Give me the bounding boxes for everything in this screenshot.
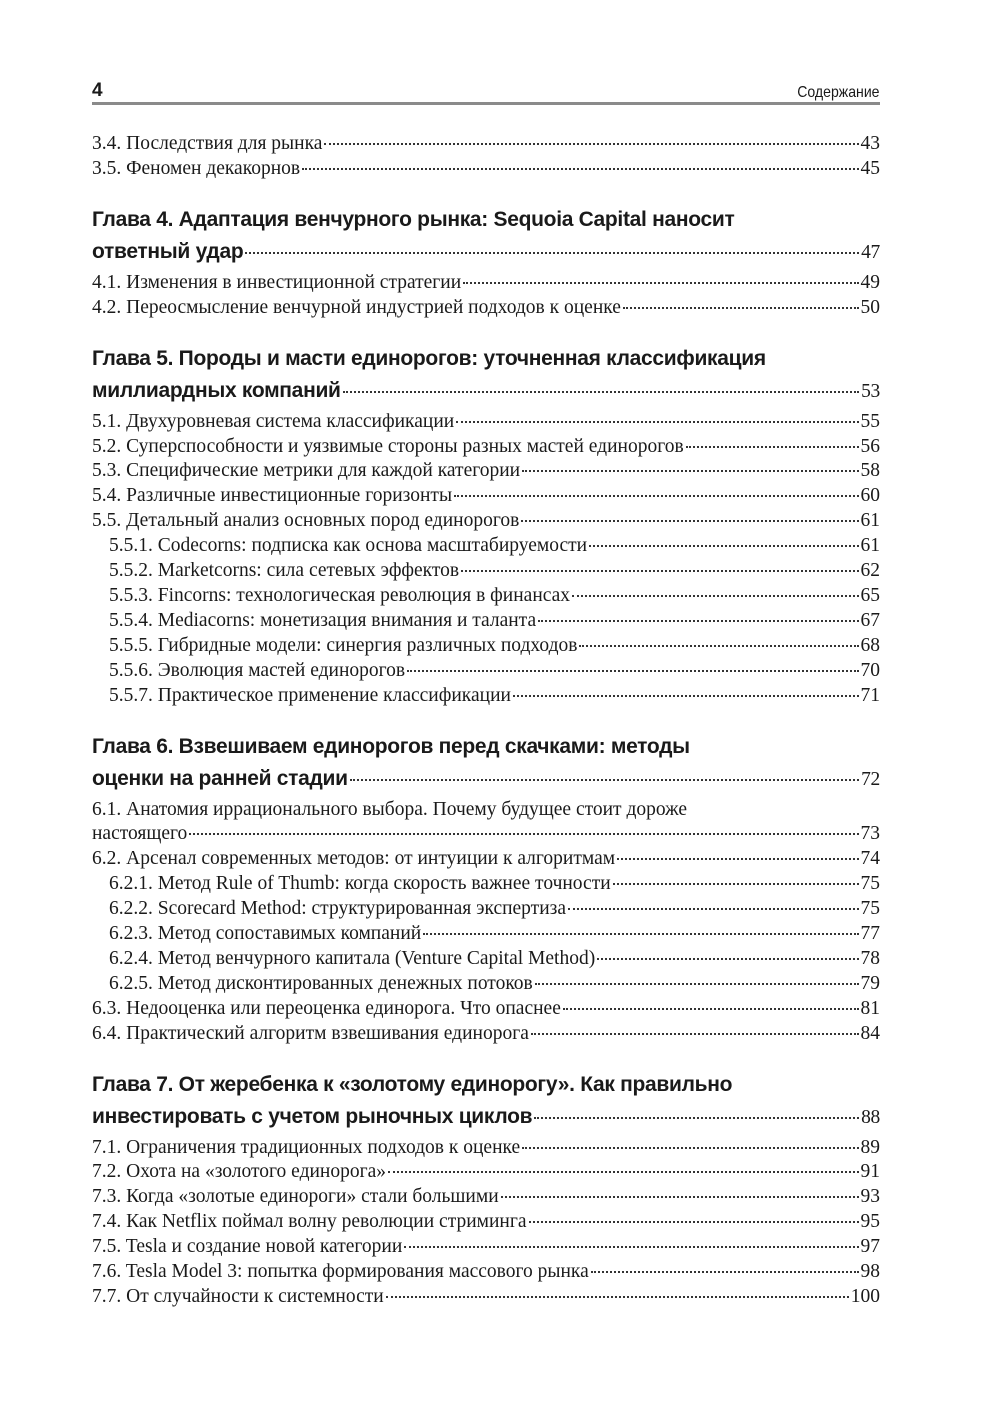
entry-title: 5.4. Различные инвестиционные горизонты (92, 485, 453, 507)
toc-entry (92, 798, 880, 848)
entry-title: 6.4. Практический алгоритм взвешивания единорога (92, 1022, 529, 1044)
entry-title: 6.2. Арсенал современных методов: от интуиции к алгоритмам (92, 848, 616, 870)
toc-entry-row (92, 296, 880, 321)
entry-page-number: 70 (860, 659, 880, 681)
entry-page-number: 91 (860, 1161, 880, 1183)
table-of-contents (92, 132, 880, 1310)
toc-entry-row (92, 410, 880, 435)
toc-entry-row (92, 634, 880, 659)
toc-entry-row (92, 1260, 880, 1285)
entry-page-number: 61 (860, 535, 880, 557)
dot-leader (404, 1246, 858, 1248)
toc-entry-row (92, 132, 880, 157)
entry-page-number: 74 (860, 848, 880, 870)
entry-title: 6.2.3. Метод сопоставимых компаний (109, 923, 422, 945)
entry-page-number: 61 (860, 510, 880, 532)
dot-leader (535, 983, 859, 985)
dot-leader (589, 545, 858, 547)
dot-leader (572, 595, 858, 597)
entry-page-number: 88 (861, 1106, 880, 1128)
entry-title: 5.5.4. Mediacorns: монетизация внимания и таланта (109, 609, 537, 631)
dot-leader (456, 421, 858, 423)
entry-page-number: 81 (860, 997, 880, 1019)
toc-entry-row (92, 1235, 880, 1260)
entry-page-number: 100 (850, 1286, 880, 1307)
entry-title: 5.3. Специфические метрики для каждой категории (92, 460, 521, 482)
toc-entry-row (92, 534, 880, 559)
entry-page-number: 60 (860, 485, 880, 507)
dot-leader (454, 495, 858, 497)
entry-title: 5.5.5. Гибридные модели: синергия различных подходов (109, 634, 578, 656)
entry-title: настоящего (92, 823, 188, 845)
entry-title: 3.5. Феномен декакорнов (92, 157, 301, 179)
entry-title: 5.5.3. Fincorns: технологическая революция в финансах (109, 584, 571, 606)
dot-leader (617, 858, 858, 860)
dot-leader (386, 1296, 849, 1298)
entry-title: 6.2.1. Метод Rule of Thumb: когда скорость важнее точности (109, 873, 611, 895)
header-rule (92, 102, 880, 105)
toc-entry-row (92, 897, 880, 922)
dot-leader (521, 520, 858, 522)
entry-page-number: 62 (860, 560, 880, 582)
dot-leader (350, 779, 859, 781)
dot-leader (522, 1147, 858, 1149)
dot-leader (513, 695, 859, 697)
dot-leader (563, 1008, 859, 1010)
entry-page-number: 47 (861, 241, 880, 263)
dot-leader (423, 933, 858, 935)
toc-entry-row (92, 1160, 880, 1185)
entry-page-number: 50 (860, 296, 880, 318)
toc-entry-row (92, 584, 880, 609)
entry-title: 7.1. Ограничения традиционных подходов к оценке (92, 1136, 521, 1158)
dot-leader (613, 883, 859, 885)
dot-leader (579, 645, 858, 647)
entry-page-number: 65 (860, 584, 880, 606)
entry-title: 5.5.1. Codecorns: подписка как основа масштабируемости (109, 535, 588, 557)
entry-page-number: 71 (860, 684, 880, 706)
toc-entry-row (92, 236, 880, 269)
entry-page-number: 67 (860, 609, 880, 631)
toc-entry-row (92, 1285, 880, 1310)
entry-page-number: 53 (861, 380, 880, 402)
dot-leader (189, 833, 858, 835)
entry-title: 7.5. Tesla и создание новой категории (92, 1236, 403, 1258)
entry-title: 7.2. Охота на «золотого единорога» (92, 1161, 387, 1183)
running-header (92, 72, 880, 102)
entry-page-number: 43 (860, 133, 880, 154)
dot-leader (568, 908, 859, 910)
dot-leader (686, 446, 859, 448)
dot-leader (461, 570, 858, 572)
entry-title: 7.4. Как Netflix поймал волну революции стриминга (92, 1211, 527, 1233)
entry-title: 5.5.6. Эволюция мастей единорогов (109, 659, 406, 681)
entry-page-number: 75 (860, 898, 880, 920)
dot-leader (407, 670, 858, 672)
entry-title: инвестировать с учетом рыночных циклов (92, 1104, 533, 1128)
chapter-title-line: Глава 5. Породы и масти единорогов: уточненная классификация (92, 346, 766, 370)
toc-entry-row (92, 763, 880, 796)
dot-leader (522, 470, 858, 472)
dot-leader (591, 1271, 859, 1273)
entry-title: ответный удар (92, 239, 244, 263)
entry-page-number: 77 (860, 923, 880, 945)
entry-page-number: 95 (860, 1211, 880, 1233)
toc-entry-row (92, 157, 880, 182)
entry-page-number: 68 (860, 634, 880, 656)
toc-entry-row (92, 559, 880, 584)
toc-entry-row (92, 484, 880, 509)
entry-page-number: 56 (860, 435, 880, 457)
toc-entry-row (92, 872, 880, 897)
toc-entry-row (92, 1185, 880, 1210)
toc-entry-row (92, 997, 880, 1022)
entry-title: 3.4. Последствия для рынка (92, 133, 323, 154)
toc-entry-row (92, 847, 880, 872)
entry-title: оценки на ранней стадии (92, 766, 348, 790)
entry-page-number: 78 (860, 947, 880, 969)
dot-leader (623, 307, 859, 309)
entry-title: 4.2. Переосмысление венчурной индустрией подходов к оценке (92, 296, 621, 318)
chapter-heading (92, 1069, 880, 1134)
dot-leader (245, 252, 859, 254)
chapter-heading (92, 343, 880, 408)
entry-title: 7.7. От случайности к системности (92, 1286, 384, 1307)
entry-page-number: 97 (860, 1236, 880, 1258)
entry-page-number: 55 (860, 410, 880, 432)
entry-page-number: 93 (860, 1186, 880, 1208)
entry-title: 6.3. Недооценка или переоценка единорога. Что опаснее (92, 997, 561, 1019)
dot-leader (534, 1117, 859, 1119)
entry-title: 6.2.5. Метод дисконтированных денежных потоков (109, 972, 533, 994)
toc-entry-row (92, 509, 880, 534)
entry-page-number: 49 (860, 271, 880, 293)
section-title: Содержание (797, 84, 880, 101)
entry-title: 7.3. Когда «золотые единороги» стали большими (92, 1186, 499, 1208)
dot-leader (388, 1171, 858, 1173)
entry-page-number: 89 (860, 1136, 880, 1158)
dot-leader (501, 1196, 859, 1198)
toc-entry-row (92, 947, 880, 972)
entry-title: 6.2.4. Метод венчурного капитала (Venture Capital Method) (109, 947, 596, 969)
entry-page-number: 45 (860, 157, 880, 179)
entry-title: 5.2. Суперспособности и уязвимые стороны разных мастей единорогов (92, 435, 684, 457)
chapter-title-line: Глава 4. Адаптация венчурного рынка: Sequoia Capital наносит (92, 207, 735, 231)
chapter-title-line: Глава 6. Взвешиваем единорогов перед скачками: методы (92, 734, 690, 758)
entry-page-number: 72 (861, 768, 880, 790)
chapter-heading (92, 204, 880, 269)
dot-leader (343, 391, 859, 393)
entry-title: 5.5. Детальный анализ основных пород единорогов (92, 510, 520, 532)
chapter-heading (92, 731, 880, 796)
toc-entry-row (92, 459, 880, 484)
entry-title: 5.5.2. Marketcorns: сила сетевых эффектов (109, 560, 460, 582)
entry-title: 5.1. Двухуровневая система классификации (92, 410, 455, 432)
toc-entry-row (92, 1210, 880, 1235)
dot-leader (597, 958, 858, 960)
entry-title: 5.5.7. Практическое применение классификации (109, 684, 511, 706)
dot-leader (529, 1221, 859, 1223)
toc-entry-row (92, 684, 880, 709)
entry-title: 7.6. Tesla Model 3: попытка формирования массового рынка (92, 1261, 589, 1283)
toc-entry-row (92, 972, 880, 997)
dot-leader (538, 620, 858, 622)
toc-entry-row (92, 435, 880, 460)
toc-entry-row (92, 271, 880, 296)
dot-leader (302, 168, 858, 170)
toc-entry-row (92, 1022, 880, 1047)
entry-title: миллиардных компаний (92, 378, 341, 402)
entry-page-number: 75 (860, 873, 880, 895)
entry-page-number: 58 (860, 460, 880, 482)
entry-page-number: 84 (860, 1022, 880, 1044)
toc-entry-row (92, 375, 880, 408)
chapter-title-line: Глава 7. От жеребенка к «золотому единорогу». Как правильно (92, 1072, 733, 1096)
page-number: 4 (92, 80, 103, 101)
dot-leader (531, 1033, 859, 1035)
entry-title-line: 6.1. Анатомия иррационального выбора. Почему будущее стоит дороже (92, 798, 687, 820)
entry-page-number: 79 (860, 972, 880, 994)
dot-leader (324, 143, 858, 145)
toc-entry-row (92, 822, 880, 847)
entry-page-number: 98 (860, 1261, 880, 1283)
dot-leader (463, 282, 858, 284)
toc-entry-row (92, 609, 880, 634)
toc-entry-row (92, 1101, 880, 1134)
entry-page-number: 73 (860, 823, 880, 845)
entry-title: 4.1. Изменения в инвестиционной стратегии (92, 271, 462, 293)
toc-entry-row (92, 1136, 880, 1161)
toc-entry-row (92, 922, 880, 947)
toc-entry-row (92, 659, 880, 684)
entry-title: 6.2.2. Scorecard Method: структурированная экспертиза (109, 898, 566, 920)
